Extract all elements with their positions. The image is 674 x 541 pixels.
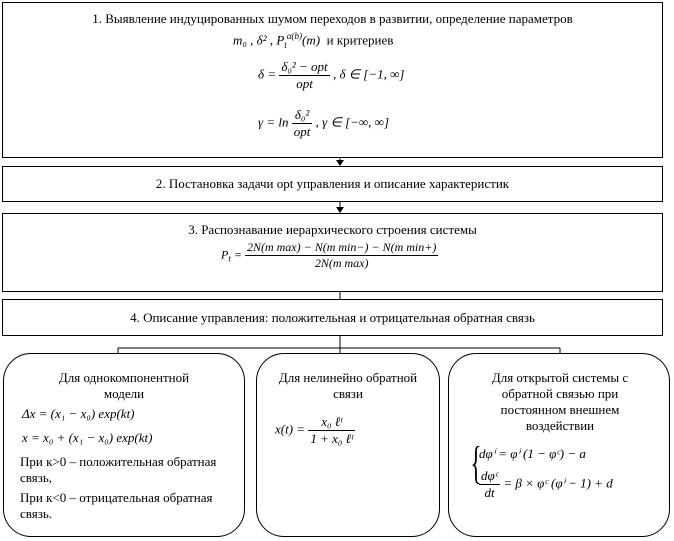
delta-denominator: opt <box>296 76 313 91</box>
delta-domain: , δ ∈ [−1, ∞] <box>332 66 405 82</box>
open-eq-2-rhs: = β × φᶜ (φⁱ − 1) + d <box>503 475 613 491</box>
nonlinear-lhs: x(t) = <box>275 421 306 437</box>
delta-lhs: δ = <box>258 66 277 82</box>
nonlinear-denominator: 1 + x₀ ℓᵗ <box>310 431 354 446</box>
step-1-params: m₀ , δ² , P <box>233 32 285 48</box>
gamma-numerator: δ₀² <box>292 107 313 124</box>
open-eq-2-numerator: dφᶜ <box>481 468 499 483</box>
gamma-domain: , γ ∈ [−∞, ∞] <box>315 114 390 130</box>
hierarchy-denominator: 2N(m max) <box>314 256 369 270</box>
open-system-title: Для открытой системы с обратной связью при постоянном внешнем воздействии <box>491 370 629 433</box>
nonlinear-title: Для нелинейно обратной связи <box>278 370 418 401</box>
negative-feedback-text: При к<0 – отрицательная обратная связь. <box>20 490 213 521</box>
delta-numerator: δ₀² − opt <box>281 59 328 74</box>
open-system-box <box>448 353 670 537</box>
open-system-brace: { <box>470 437 482 488</box>
step-3-title: 3. Распознавание иерархического строения системы <box>188 222 477 237</box>
step-3-box <box>2 213 663 292</box>
hierarchy-lhs: P <box>221 247 229 262</box>
hierarchy-formula: $P_t$ = $\frac{\text{2N(m max) − N(m min−) − N(m min+)}}{\text{2N(m max)}}$ <box>221 240 437 270</box>
nonlinear-feedback-box <box>256 353 440 537</box>
nonlinear-formula <box>275 414 355 447</box>
step-1-box <box>2 2 663 158</box>
single-eq-1: Δx = (x₁ − x₀) exp(kt) <box>22 406 135 421</box>
gamma-lhs: γ = ln <box>258 114 289 130</box>
step-2-title: 2. Постановка задачи opt управления и описание характеристик <box>155 176 510 191</box>
single-component-title: Для однокомпонентной модели <box>58 370 190 401</box>
step-1-criteria: и критериев <box>326 32 394 48</box>
step-1-title: 1. Выявление индуцированных шумом переходов в развитии, определение параметров <box>92 11 573 26</box>
open-eq-2 <box>479 468 613 501</box>
step-1-params-line: m₀ , δ² , $P_t^{\alpha(b)}(m)$ и критериев <box>233 31 394 50</box>
single-component-model-box <box>3 353 245 537</box>
single-eq-2: x = x₀ + (x₁ − x₀) exp(kt) <box>22 430 153 445</box>
delta-formula <box>258 59 404 92</box>
gamma-denominator: opt <box>293 124 311 139</box>
open-eq-1: dφⁱ = φⁱ (1 − φᶜ) − a <box>479 446 586 461</box>
step-4-title: 4. Описание управления: положительная и отрицательная обратная связь <box>130 310 535 325</box>
step-4-box <box>2 299 663 336</box>
hierarchy-numerator: 2N(m max) − N(m min−) − N(m min+) <box>246 240 437 254</box>
step-2-box <box>2 166 663 202</box>
gamma-formula <box>258 107 389 140</box>
positive-feedback-text: При к>0 – положительная обратная связь, <box>20 454 217 485</box>
open-eq-2-denominator: dt <box>484 485 495 500</box>
nonlinear-numerator: x₀ ℓᵗ <box>308 414 355 431</box>
